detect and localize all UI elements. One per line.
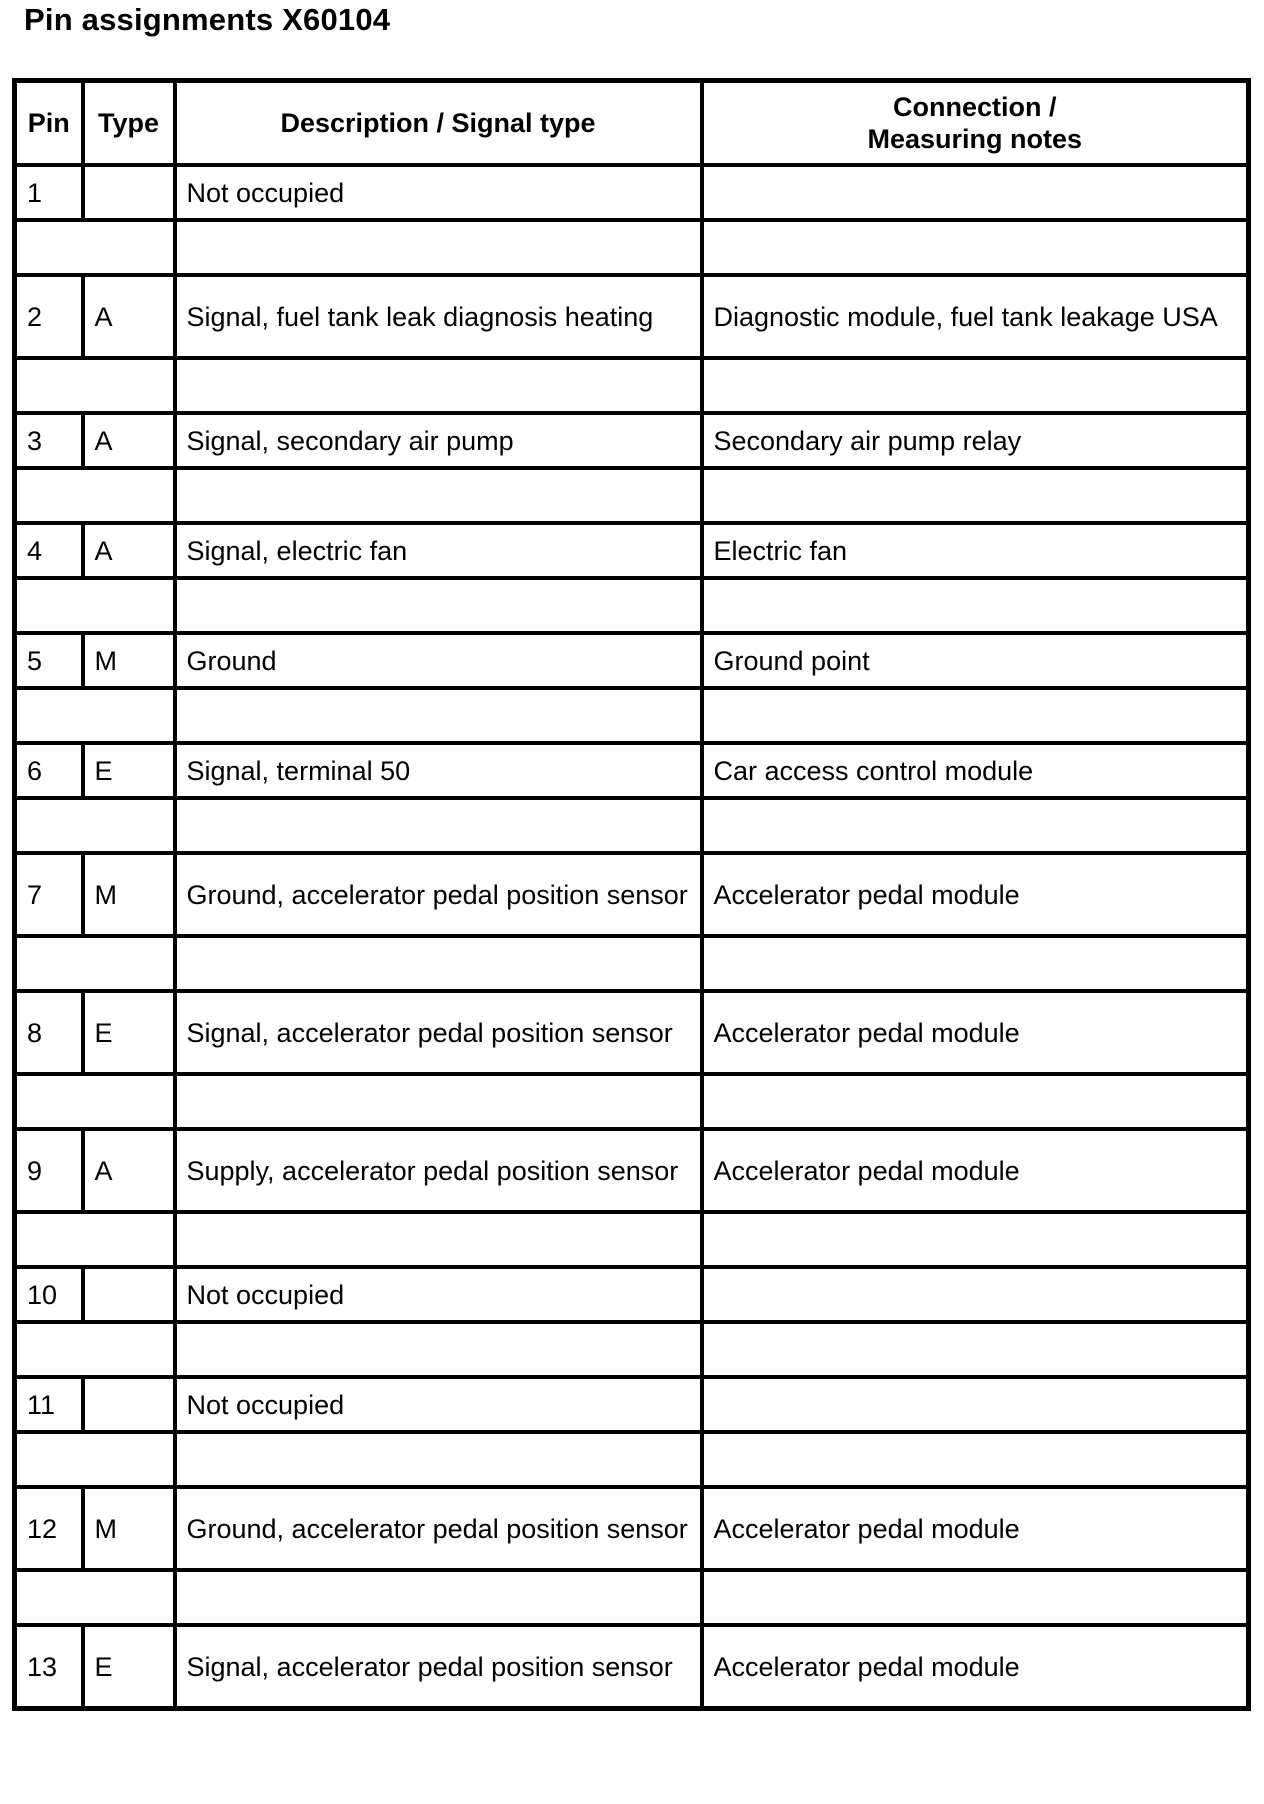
spacer-cell [15, 1322, 175, 1377]
description-cell: Ground [175, 633, 702, 688]
table-body [15, 165, 1249, 1709]
description-cell: Signal, accelerator pedal position sensor [175, 1625, 702, 1709]
spacer-cell [15, 1212, 175, 1267]
spacer-row [15, 1074, 1249, 1129]
type-cell: E [83, 991, 175, 1074]
table-row [15, 523, 1249, 578]
spacer-cell [15, 936, 175, 991]
header-connection-line2: Measuring notes [867, 124, 1083, 154]
description-cell: Supply, accelerator pedal position sensor [175, 1129, 702, 1212]
pin-cell: 13 [15, 1625, 83, 1709]
pin-cell: 1 [15, 165, 83, 220]
connection-cell: Secondary air pump relay [702, 413, 1249, 468]
type-cell: M [83, 633, 175, 688]
spacer-row [15, 1570, 1249, 1625]
pin-cell: 7 [15, 853, 83, 936]
spacer-cell [702, 1432, 1249, 1487]
spacer-cell [702, 688, 1249, 743]
type-cell: A [83, 275, 175, 358]
description-cell: Signal, secondary air pump [175, 413, 702, 468]
description-cell: Signal, electric fan [175, 523, 702, 578]
spacer-cell [702, 1322, 1249, 1377]
description-cell: Not occupied [175, 165, 702, 220]
spacer-row [15, 688, 1249, 743]
spacer-cell [15, 1074, 175, 1129]
pin-cell: 5 [15, 633, 83, 688]
pin-cell: 6 [15, 743, 83, 798]
spacer-cell [175, 220, 702, 275]
header-connection [702, 81, 1249, 166]
connection-cell: Car access control module [702, 743, 1249, 798]
description-cell: Signal, fuel tank leak diagnosis heating [175, 275, 702, 358]
connection-cell: Ground point [702, 633, 1249, 688]
type-cell [83, 1267, 175, 1322]
table-row [15, 165, 1249, 220]
connection-cell: Diagnostic module, fuel tank leakage USA [702, 275, 1249, 358]
spacer-cell [702, 468, 1249, 523]
spacer-cell [15, 688, 175, 743]
pin-assignment-table [12, 78, 1251, 1711]
description-cell: Signal, accelerator pedal position sensor [175, 991, 702, 1074]
pin-cell: 9 [15, 1129, 83, 1212]
connection-cell [702, 1377, 1249, 1432]
spacer-cell [702, 1074, 1249, 1129]
table-row [15, 1377, 1249, 1432]
table-row [15, 1129, 1249, 1212]
type-cell: A [83, 523, 175, 578]
spacer-cell [175, 936, 702, 991]
description-cell: Not occupied [175, 1267, 702, 1322]
spacer-cell [175, 688, 702, 743]
spacer-cell [15, 220, 175, 275]
table-row [15, 991, 1249, 1074]
table-row [15, 1267, 1249, 1322]
header-description: Description / Signal type [175, 81, 702, 166]
connection-cell: Accelerator pedal module [702, 1129, 1249, 1212]
pin-cell: 10 [15, 1267, 83, 1322]
pin-cell: 8 [15, 991, 83, 1074]
type-cell: E [83, 1625, 175, 1709]
connection-cell: Accelerator pedal module [702, 1487, 1249, 1570]
description-cell: Signal, terminal 50 [175, 743, 702, 798]
spacer-cell [702, 578, 1249, 633]
spacer-cell [702, 936, 1249, 991]
type-cell: M [83, 853, 175, 936]
spacer-row [15, 1432, 1249, 1487]
header-pin: Pin [15, 81, 83, 166]
spacer-cell [175, 468, 702, 523]
spacer-cell [15, 358, 175, 413]
type-cell [83, 1377, 175, 1432]
pin-cell: 12 [15, 1487, 83, 1570]
connection-cell: Accelerator pedal module [702, 853, 1249, 936]
pin-cell: 2 [15, 275, 83, 358]
spacer-cell [175, 1074, 702, 1129]
spacer-row [15, 1322, 1249, 1377]
type-cell: M [83, 1487, 175, 1570]
type-cell: A [83, 1129, 175, 1212]
spacer-row [15, 358, 1249, 413]
type-cell [83, 165, 175, 220]
spacer-cell [15, 798, 175, 853]
spacer-cell [15, 1570, 175, 1625]
spacer-row [15, 1212, 1249, 1267]
type-cell: A [83, 413, 175, 468]
spacer-cell [702, 220, 1249, 275]
spacer-cell [702, 358, 1249, 413]
connection-cell: Electric fan [702, 523, 1249, 578]
connection-cell [702, 165, 1249, 220]
type-cell: E [83, 743, 175, 798]
table-row [15, 1625, 1249, 1709]
description-cell: Ground, accelerator pedal position sensor [175, 1487, 702, 1570]
description-cell: Ground, accelerator pedal position sensor [175, 853, 702, 936]
spacer-cell [175, 1432, 702, 1487]
spacer-cell [175, 578, 702, 633]
spacer-row [15, 220, 1249, 275]
spacer-row [15, 798, 1249, 853]
spacer-cell [175, 1570, 702, 1625]
spacer-row [15, 578, 1249, 633]
pin-cell: 4 [15, 523, 83, 578]
header-type: Type [83, 81, 175, 166]
spacer-cell [175, 798, 702, 853]
pin-cell: 11 [15, 1377, 83, 1432]
spacer-row [15, 936, 1249, 991]
pin-cell: 3 [15, 413, 83, 468]
table-row [15, 633, 1249, 688]
spacer-cell [15, 1432, 175, 1487]
spacer-row [15, 468, 1249, 523]
connection-cell: Accelerator pedal module [702, 991, 1249, 1074]
description-cell: Not occupied [175, 1377, 702, 1432]
connection-cell [702, 1267, 1249, 1322]
spacer-cell [175, 358, 702, 413]
spacer-cell [15, 578, 175, 633]
table-row [15, 275, 1249, 358]
table-row [15, 743, 1249, 798]
spacer-cell [702, 798, 1249, 853]
table-row [15, 1487, 1249, 1570]
connection-cell: Accelerator pedal module [702, 1625, 1249, 1709]
spacer-cell [702, 1212, 1249, 1267]
table-row [15, 853, 1249, 936]
table-row [15, 413, 1249, 468]
spacer-cell [175, 1322, 702, 1377]
page-title: Pin assignments X60104 [24, 2, 391, 37]
spacer-cell [702, 1570, 1249, 1625]
spacer-cell [15, 468, 175, 523]
header-connection-line1: Connection / [893, 92, 1057, 122]
spacer-cell [175, 1212, 702, 1267]
header-row [15, 81, 1249, 166]
